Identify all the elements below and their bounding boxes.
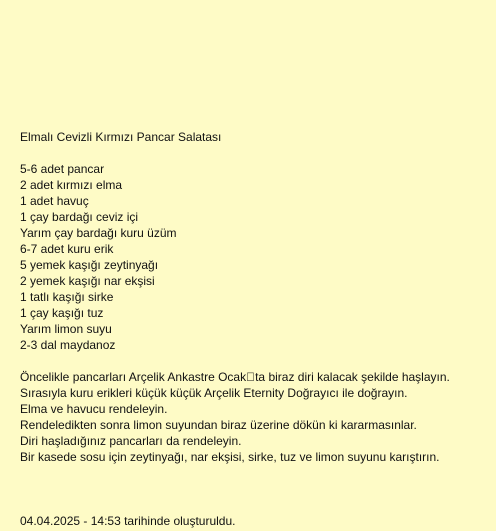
ingredient-list	[20, 161, 177, 353]
instruction-step: Elma ve havucu rendeleyin.	[20, 402, 168, 416]
creation-timestamp: 04.04.2025 - 14:53 tarihinde oluşturuldu.	[20, 514, 236, 528]
instruction-step: Diri haşladığınız pancarları da rendeleyin.	[20, 434, 242, 448]
ingredient-item: 2 adet kırmızı elma	[20, 178, 123, 192]
instruction-step: Sırasıyla kuru erikleri küçük küçük Arçelik Eternity Doğrayıcı ile doğrayın.	[20, 386, 408, 400]
ingredient-item: Yarım çay bardağı kuru üzüm	[20, 226, 177, 240]
ingredient-item: 1 çay bardağı ceviz içi	[20, 210, 139, 224]
ingredient-item: 5 yemek kaşığı zeytinyağı	[20, 258, 159, 272]
ingredient-item: 5-6 adet pancar	[20, 162, 105, 176]
ingredient-item: 2 yemek kaşığı nar ekşisi	[20, 274, 155, 288]
ingredient-item: 1 adet havuç	[20, 194, 89, 208]
recipe-title: Elmalı Cevizli Kırmızı Pancar Salatası	[20, 130, 222, 144]
ingredient-item: 6-7 adet kuru erik	[20, 242, 114, 256]
instruction-step: Rendeledikten sonra limon suyundan biraz üzerine dökün ki kararmasınlar.	[20, 418, 417, 432]
ingredient-item: 1 çay kaşığı tuz	[20, 306, 104, 320]
ingredient-item: 2-3 dal maydanoz	[20, 338, 116, 352]
instruction-step: Bir kasede sosu için zeytinyağı, nar ekşisi, sirke, tuz ve limon suyunu karıştırın.	[20, 450, 440, 464]
ingredient-item: Yarım limon suyu	[20, 322, 112, 336]
instruction-step: Öncelikle pancarları Arçelik Ankastre Ocak ta biraz diri kalacak şekilde haşlayın.	[20, 370, 450, 384]
ingredient-item: 1 tatlı kaşığı sirke	[20, 290, 114, 304]
instruction-list	[20, 369, 450, 465]
